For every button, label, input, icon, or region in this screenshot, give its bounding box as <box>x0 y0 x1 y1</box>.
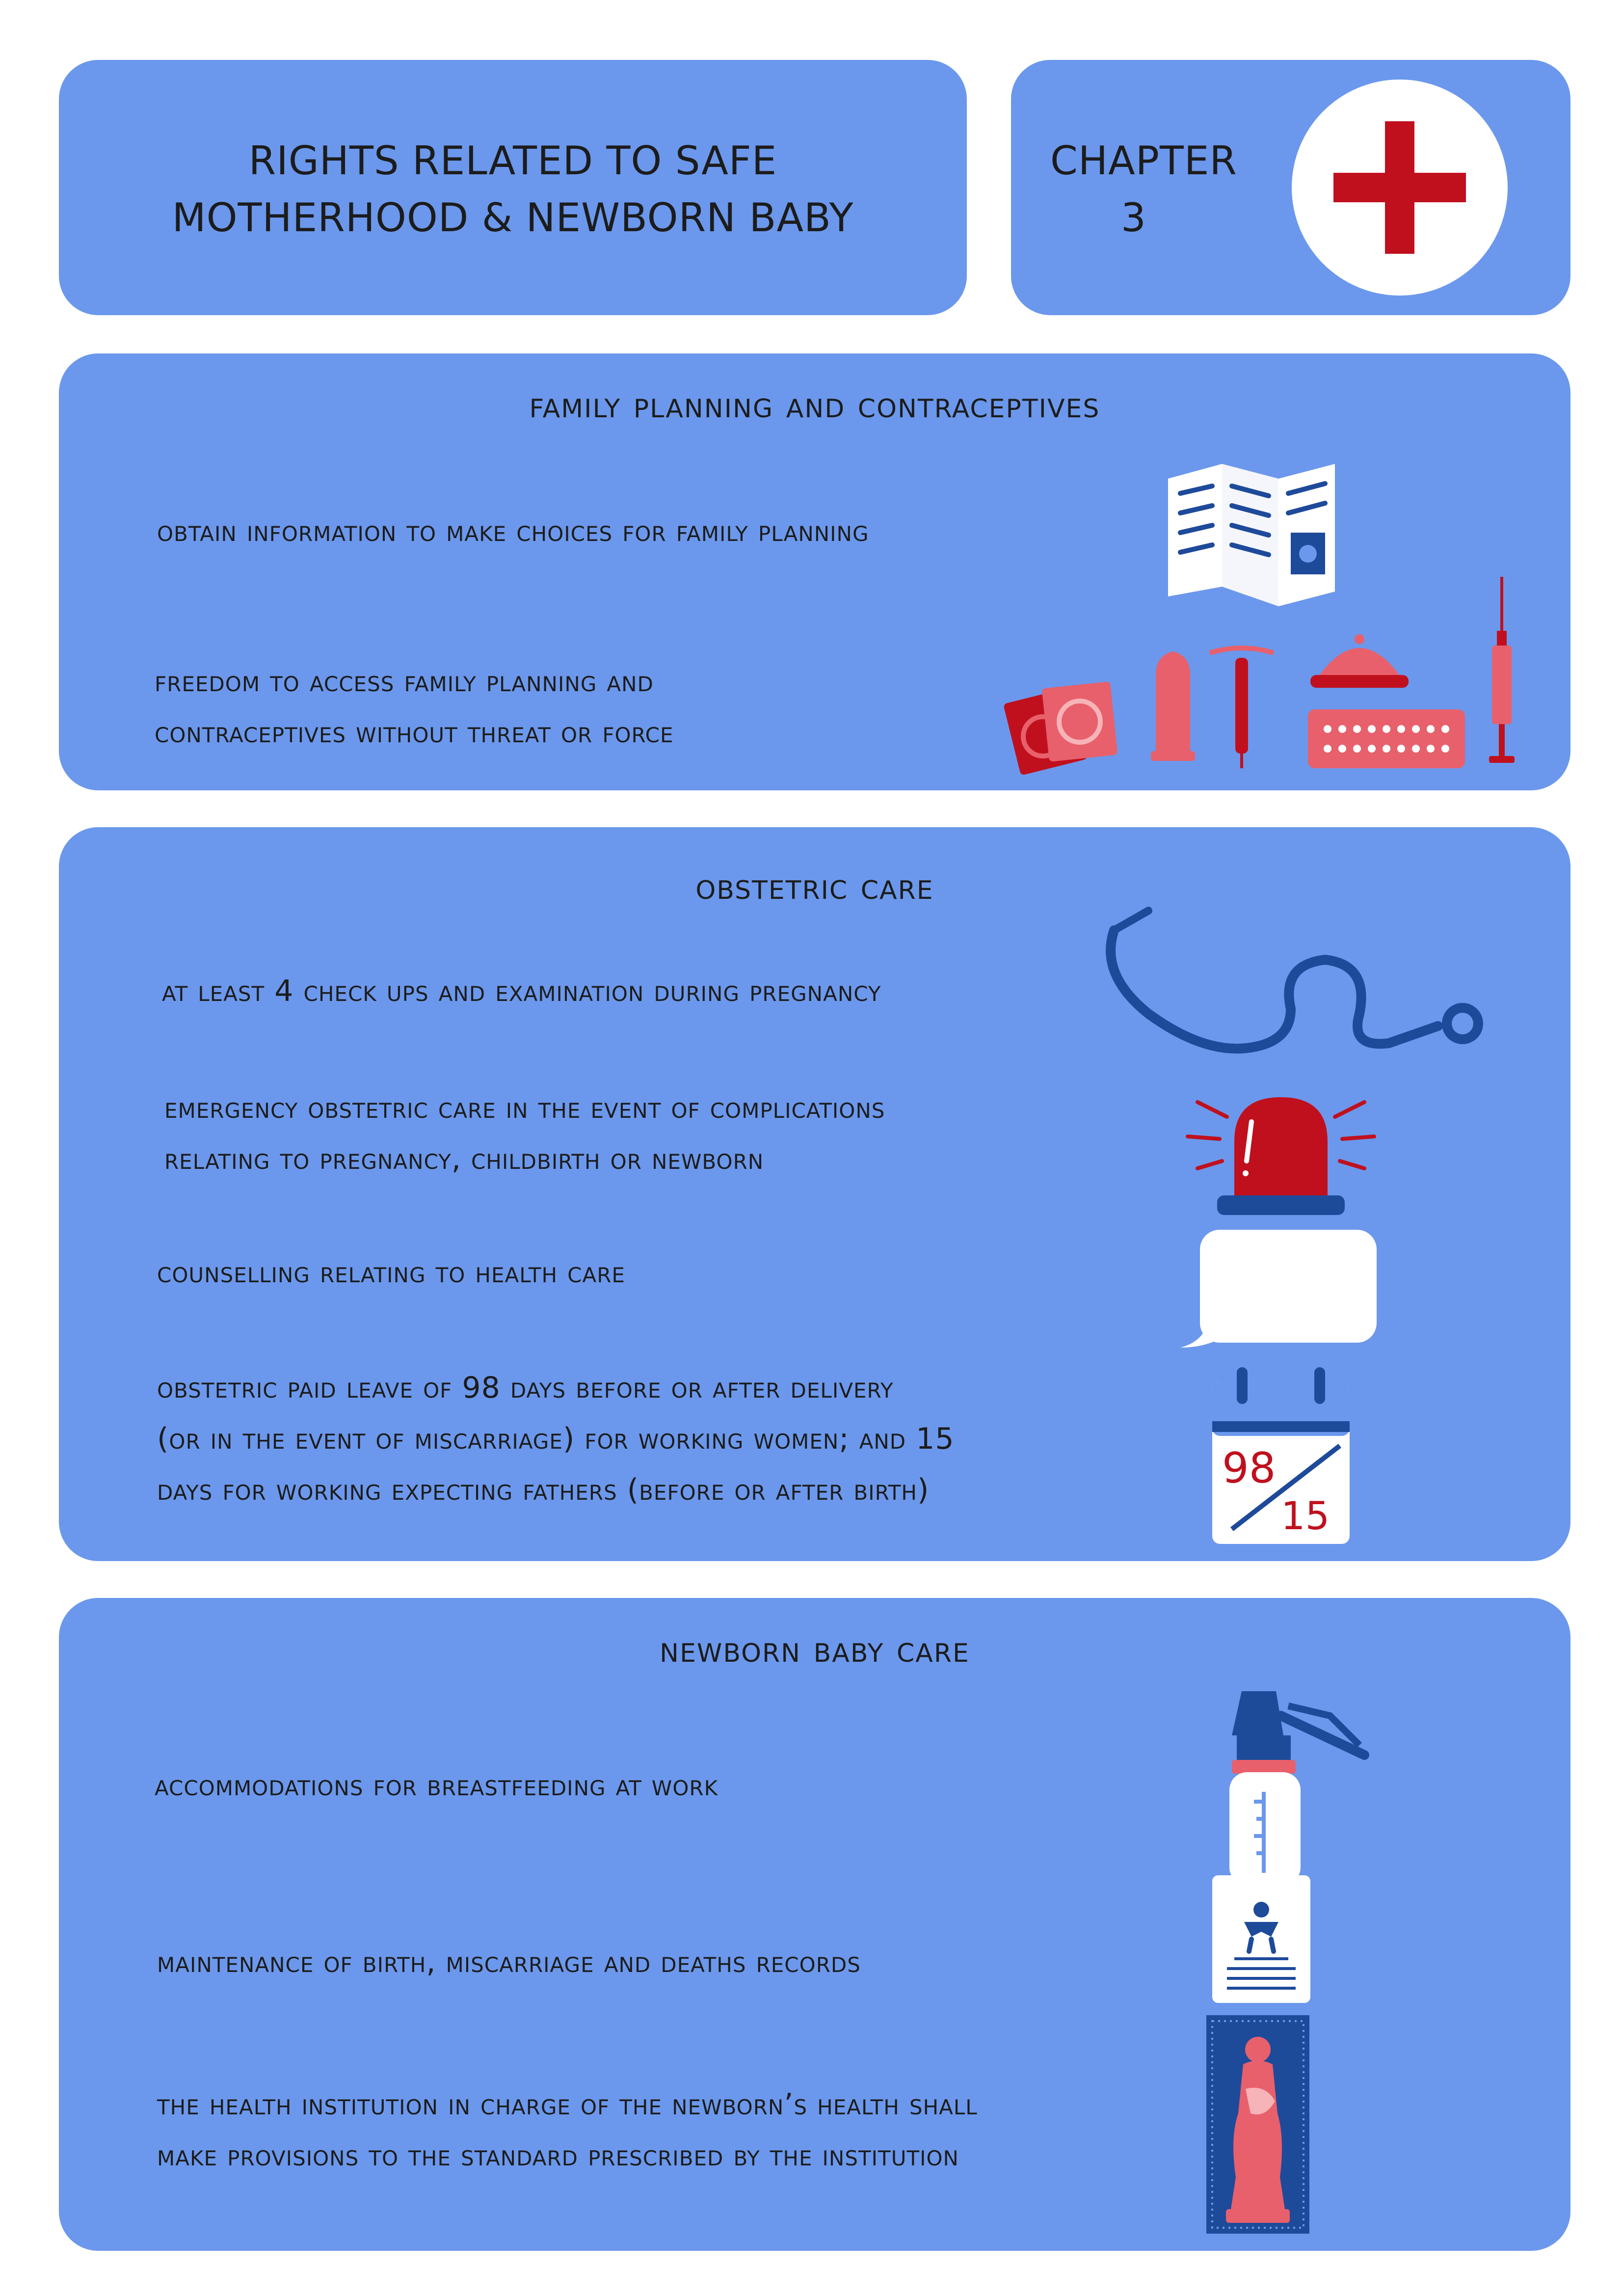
condom-pack-icon <box>1004 675 1121 783</box>
title-card <box>59 60 967 315</box>
stethoscope-icon <box>1094 901 1497 1063</box>
calendar-top-number: 98 <box>1222 1444 1276 1493</box>
list-item: freedom to access family planning and contraceptives without threat or force <box>155 664 674 750</box>
speech-bubble-icon <box>1180 1230 1377 1350</box>
newborn-care-card <box>59 1598 1570 2251</box>
birth-record-icon <box>1212 1875 1310 2003</box>
siren-icon <box>1178 1082 1384 1230</box>
brochure-icon <box>1158 459 1345 606</box>
list-item: at least 4 check ups and examination during pregnancy <box>162 974 881 1008</box>
page-title: RIGHTS RELATED TO SAFE MOTHERHOOD & NEWBORN BABY <box>172 138 854 241</box>
chapter-label: CHAPTER 3 <box>1050 138 1237 241</box>
list-item: the health institution in charge of the newborn’s health shall make provisions to the standard prescribed by the institution <box>157 2087 978 2173</box>
calendar-bottom-number: 15 <box>1281 1494 1330 1539</box>
section-title-newborn: newborn baby care <box>660 1628 970 1671</box>
syringe-icon <box>1482 577 1521 773</box>
list-item: maintenance of birth, miscarriage and deaths records <box>157 1945 861 1979</box>
chapter-card <box>1011 60 1570 315</box>
obstetric-care-card <box>59 827 1570 1561</box>
section-title-obstetric: obstetric care <box>695 865 934 908</box>
section-title-family-planning: family planning and contraceptives <box>529 384 1100 426</box>
breast-pump-icon <box>1202 1686 1399 1902</box>
family-planning-card <box>59 353 1570 790</box>
list-item: obtain information to make choices for family planning <box>157 514 869 548</box>
condom-icon <box>1144 646 1202 763</box>
list-item: obstetric paid leave of 98 days before or after delivery (or in the event of miscarriage) for working women; and 15 days for working expecting fathers (before or after birth) <box>157 1371 955 1507</box>
calendar-icon <box>1207 1367 1355 1549</box>
list-item: emergency obstetric care in the event of complications relating to pregnancy, childbirth or newborn <box>164 1091 885 1176</box>
red-cross-icon <box>1292 80 1508 296</box>
iud-icon <box>1205 643 1278 771</box>
pill-pack-icon <box>1308 709 1465 768</box>
list-item: counselling relating to health care <box>157 1255 625 1290</box>
diaphragm-icon <box>1308 628 1411 692</box>
list-item: accommodations for breastfeeding at work <box>155 1768 718 1803</box>
mother-statue-icon <box>1206 2015 1309 2234</box>
